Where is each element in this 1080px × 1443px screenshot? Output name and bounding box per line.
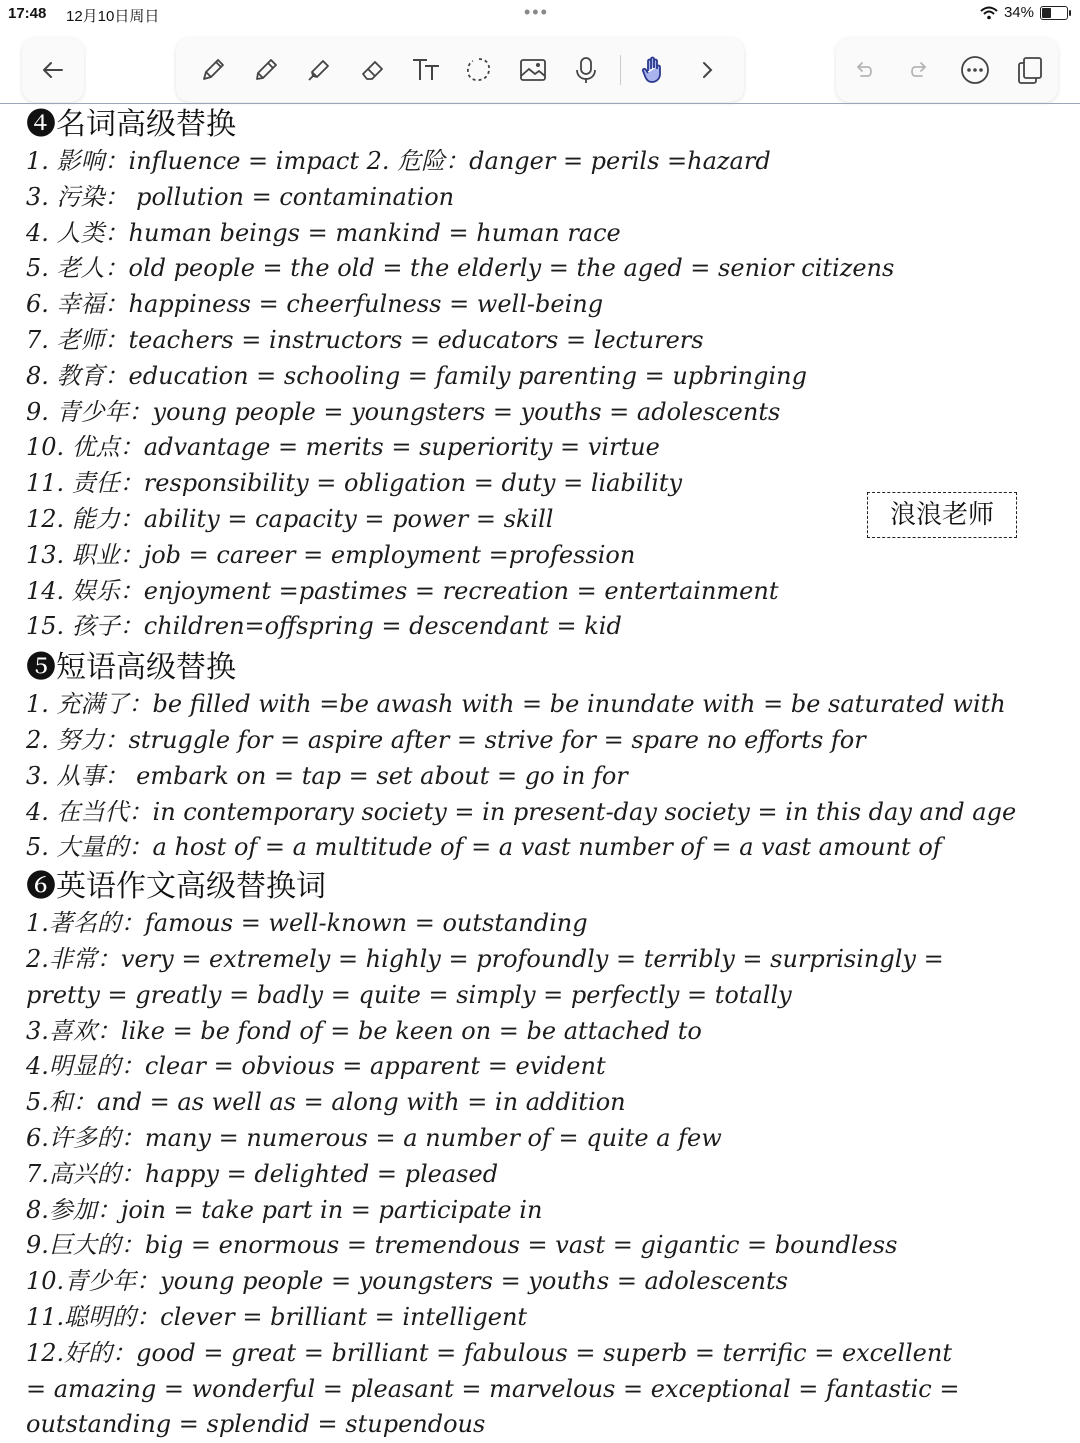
list-item: 12. 能力：ability = capacity = power = skill — [26, 504, 554, 533]
pencil-tool-button[interactable] — [246, 50, 286, 90]
list-item: 12.好的：good = great = brilliant = fabulous = superb = terrific = excellent — [26, 1338, 952, 1367]
status-bar — [0, 0, 1080, 28]
list-item: 1. 充满了：be filled with =be awash with = be inundate with = be saturated with — [26, 690, 1006, 719]
list-item: 8.参加：join = take part in = participate in — [26, 1195, 543, 1224]
toolbar-separator — [620, 55, 621, 85]
undo-icon — [851, 57, 877, 83]
list-item: 5.和：and = as well as = along with = in addition — [26, 1088, 626, 1117]
list-item: 14. 娱乐：enjoyment =pastimes = recreation = entertainment — [26, 576, 779, 605]
list-item: 4. 在当代：in contemporary society = in present-day society = in this day and age — [26, 797, 1017, 826]
list-item: 1. 影响：influence = impact 2. 危险：danger = perils =hazard — [26, 147, 771, 175]
list-item: 3.喜欢：like = be fond of = be keen on = be attached to — [26, 1016, 702, 1045]
lasso-icon — [464, 55, 494, 85]
list-item: 11. 责任：responsibility = obligation = duty = liability — [26, 469, 683, 498]
back-button[interactable] — [33, 50, 73, 90]
pages-button[interactable] — [1010, 50, 1050, 90]
battery-percent: 34% — [1003, 4, 1034, 21]
hand-tool-button[interactable] — [634, 50, 674, 90]
list-item: 4. 人类：human beings = mankind = human race — [26, 218, 621, 247]
redo-icon — [906, 57, 932, 83]
list-item: 1.著名的：famous = well-known = outstanding — [26, 909, 588, 938]
text-icon — [410, 55, 442, 85]
image-tool-button[interactable] — [513, 50, 553, 90]
wifi-icon — [980, 6, 998, 20]
microphone-tool-button[interactable] — [566, 50, 606, 90]
list-item: 15. 孩子：children=offspring = descendant = kid — [26, 612, 622, 641]
section-essay-word-replacements — [26, 906, 1056, 1443]
undo-button[interactable] — [844, 50, 884, 90]
microphone-icon — [571, 55, 601, 85]
text-tool-button[interactable] — [406, 50, 446, 90]
eraser-tool-button[interactable] — [353, 50, 393, 90]
list-item: 4.明显的：clear = obvious = apparent = evident — [26, 1052, 606, 1081]
multitasking-dots-icon[interactable]: ••• — [524, 2, 549, 22]
status-time: 17:48 — [8, 5, 47, 22]
copy-pages-icon — [1015, 55, 1045, 85]
list-item: 13. 职业：job = career = employment =profession — [26, 540, 636, 569]
back-button-container — [22, 38, 84, 102]
list-item: 10.青少年：young people = youngsters = youths = adolescents — [26, 1267, 788, 1296]
arrow-left-icon — [40, 57, 66, 83]
list-item: 6.许多的：many = numerous = a number of = quite a few — [26, 1123, 722, 1152]
list-item: 3. 从事： embark on = tap = set about = go in for — [26, 761, 628, 790]
battery-level — [1042, 8, 1051, 18]
page-actions — [836, 38, 1058, 102]
pen-icon — [198, 55, 228, 85]
hand-pointer-icon — [639, 55, 669, 85]
list-item: 5. 老人：old people = the old = the elderly = the aged = senior citizens — [26, 254, 895, 283]
section-heading: ❻英语作文高级替换词 — [26, 869, 326, 905]
pen-tool-button[interactable] — [193, 50, 233, 90]
list-item: 7. 老师：teachers = instructors = educators = lecturers — [26, 325, 704, 354]
status-date: 12月10日周日 — [66, 8, 160, 25]
toolbar-divider — [0, 103, 1080, 104]
section-heading: ❹名词高级替换 — [26, 107, 236, 142]
list-item: 9.巨大的：big = enormous = tremendous = vast = gigantic = boundless — [26, 1231, 898, 1260]
eraser-icon — [358, 55, 388, 85]
list-item: 2. 努力：struggle for = aspire after = strive for = spare no efforts for — [26, 725, 866, 754]
lasso-tool-button[interactable] — [459, 50, 499, 90]
list-item: 6. 幸福：happiness = cheerfulness = well-being — [26, 290, 604, 319]
section-heading: ❺短语高级替换 — [26, 650, 236, 686]
section-phrase-replacements — [26, 687, 1056, 866]
list-item: 5. 大量的：a host of = a multitude of = a vast number of = a vast amount of — [26, 833, 942, 862]
pencil-icon — [251, 55, 281, 85]
list-item: pretty = greatly = badly = quite = simply = perfectly = totally — [26, 980, 792, 1009]
list-item: 11.聪明的：clever = brilliant = intelligent — [26, 1302, 528, 1331]
redo-button[interactable] — [899, 50, 939, 90]
list-item: 2.非常：very = extremely = highly = profoundly = terribly = surprisingly = — [26, 944, 944, 973]
list-item: 7.高兴的：happy = delighted = pleased — [26, 1159, 499, 1188]
battery-icon — [1040, 6, 1068, 20]
highlighter-tool-button[interactable] — [299, 50, 339, 90]
more-tools-button[interactable] — [687, 50, 727, 90]
list-item: 9. 青少年：young people = youngsters = youths = adolescents — [26, 397, 781, 426]
author-stamp: 浪浪老师 — [867, 492, 1017, 538]
chevron-right-icon — [697, 59, 717, 81]
list-item: 10. 优点：advantage = merits = superiority = virtue — [26, 433, 660, 462]
list-item: 8. 教育：education = schooling = family parenting = upbringing — [26, 361, 807, 390]
more-options-button[interactable] — [955, 50, 995, 90]
list-item: = amazing = wonderful = pleasant = marvelous = exceptional = fantastic = — [26, 1374, 960, 1403]
list-item: outstanding = splendid = stupendous — [26, 1410, 486, 1439]
list-item: 3. 污染： pollution = contamination — [26, 182, 455, 211]
more-icon — [959, 54, 991, 86]
image-icon — [518, 55, 548, 85]
note-canvas[interactable] — [26, 106, 1056, 1443]
drawing-tools — [176, 38, 744, 102]
highlighter-icon — [304, 55, 334, 85]
section-noun-replacements — [26, 144, 1056, 645]
